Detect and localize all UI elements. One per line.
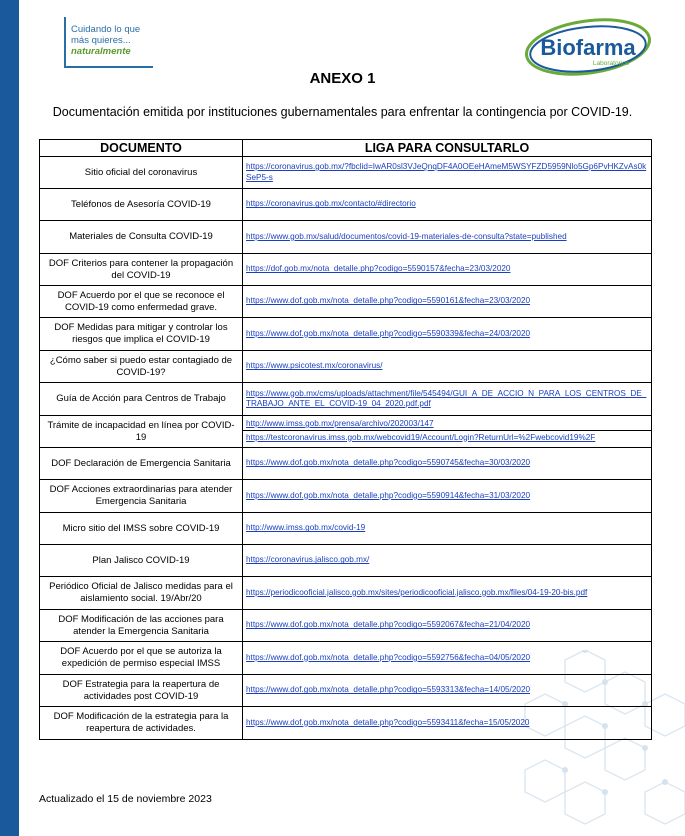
document-link[interactable]: https://www.dof.gob.mx/nota_detalle.php?codigo=5590914&fecha=31/03/2020 bbox=[246, 490, 531, 500]
document-link-cell bbox=[243, 351, 652, 383]
document-link-cell bbox=[243, 610, 652, 642]
document-link[interactable]: https://www.dof.gob.mx/nota_detalle.php?codigo=5590745&fecha=30/03/2020 bbox=[246, 458, 531, 468]
document-name: Teléfonos de Asesoría COVID-19 bbox=[40, 189, 243, 221]
document-link[interactable]: https://coronavirus.gob.mx/contacto/#directorio bbox=[246, 199, 416, 209]
table-row bbox=[40, 480, 652, 513]
document-link-cell bbox=[243, 157, 652, 189]
header-documento: DOCUMENTO bbox=[40, 140, 243, 157]
document-link[interactable]: http://www.imss.gob.mx/prensa/archivo/202003/147 bbox=[246, 419, 434, 428]
document-link-cell bbox=[243, 448, 652, 480]
document-name: ¿Cómo saber si puedo estar contagiado de COVID-19? bbox=[40, 351, 243, 383]
document-name: Micro sitio del IMSS sobre COVID-19 bbox=[40, 513, 243, 545]
document-link-cell bbox=[243, 577, 652, 610]
table-row bbox=[40, 254, 652, 286]
left-accent-bar bbox=[0, 0, 19, 836]
table-row bbox=[40, 577, 652, 610]
document-link-cell bbox=[243, 513, 652, 545]
documents-table bbox=[39, 139, 652, 740]
updated-date: Actualizado el 15 de noviembre 2023 bbox=[39, 793, 212, 805]
document-name: DOF Acciones extraordinarias para atender Emergencia Sanitaria bbox=[40, 480, 243, 513]
table-row bbox=[40, 351, 652, 383]
document-link[interactable]: https://coronavirus.jalisco.gob.mx/ bbox=[246, 555, 370, 565]
document-link[interactable]: https://www.dof.gob.mx/nota_detalle.php?codigo=5592067&fecha=21/04/2020 bbox=[246, 620, 531, 630]
table-row bbox=[40, 610, 652, 642]
table-row bbox=[40, 642, 652, 675]
document-link[interactable]: https://periodicooficial.jalisco.gob.mx/sites/periodicooficial.jalisco.gob.mx/files/04-19-20-bis.pdf bbox=[246, 587, 588, 597]
document-link[interactable]: https://testcoronavirus.imss.gob.mx/webcovid19/Account/Login?ReturnUrl=%2Fwebcovid19%2F bbox=[243, 430, 651, 445]
table-row bbox=[40, 545, 652, 577]
table-row bbox=[40, 513, 652, 545]
table-row bbox=[40, 286, 652, 318]
table-row bbox=[40, 189, 652, 221]
document-name: DOF Estrategia para la reapertura de actividades post COVID-19 bbox=[40, 675, 243, 707]
brand-sub: Laboratorios bbox=[592, 60, 630, 67]
document-link-cell bbox=[243, 254, 652, 286]
document-link-cell bbox=[243, 383, 652, 416]
document-link-cell bbox=[243, 221, 652, 254]
document-link[interactable]: https://www.dof.gob.mx/nota_detalle.php?codigo=5593313&fecha=14/05/2020 bbox=[246, 685, 531, 695]
table-row bbox=[40, 416, 652, 448]
table-row bbox=[40, 383, 652, 416]
document-name: Plan Jalisco COVID-19 bbox=[40, 545, 243, 577]
brand-name: Biofarma bbox=[540, 35, 636, 60]
tagline-line-2: más quieres... bbox=[71, 35, 131, 46]
tagline-line-1: Cuidando lo que bbox=[71, 24, 141, 35]
document-link-cell bbox=[243, 642, 652, 675]
document-name: Materiales de Consulta COVID-19 bbox=[40, 221, 243, 254]
document-name: DOF Modificación de las acciones para atender la Emergencia Sanitaria bbox=[40, 610, 243, 642]
document-name: DOF Modificación de la estrategia para la reapertura de actividades. bbox=[40, 707, 243, 740]
document-link-cell bbox=[243, 707, 652, 740]
document-name: Periódico Oficial de Jalisco medidas para el aislamiento social. 19/Abr/20 bbox=[40, 577, 243, 610]
tagline-logo bbox=[64, 17, 153, 68]
document-link[interactable]: https://www.gob.mx/salud/documentos/covid-19-materiales-de-consulta?state=published bbox=[246, 231, 567, 241]
document-link[interactable]: https://coronavirus.gob.mx/?fbclid=IwAR0sl3VJeQnqDF4A0OEeHAmeM5WSYFZD5959Nlo5Gp6PvHKZvAs0kSeP5-s bbox=[246, 162, 647, 182]
document-link-cell bbox=[243, 480, 652, 513]
document-link[interactable]: https://www.dof.gob.mx/nota_detalle.php?codigo=5590339&fecha=24/03/2020 bbox=[246, 328, 531, 338]
document-link[interactable]: https://dof.gob.mx/nota_detalle.php?codigo=5590157&fecha=23/03/2020 bbox=[246, 264, 511, 274]
page-subtitle: Documentación emitida por instituciones gubernamentales para enfrentar la contingencia por COVID-19. bbox=[52, 105, 633, 119]
document-link[interactable]: https://www.dof.gob.mx/nota_detalle.php?codigo=5593411&fecha=15/05/2020 bbox=[246, 717, 530, 727]
document-link[interactable]: https://www.psicotest.mx/coronavirus/ bbox=[246, 361, 383, 371]
document-name: DOF Acuerdo por el que se autoriza la expedición de permiso especial IMSS bbox=[40, 642, 243, 675]
document-name: Sitio oficial del coronavirus bbox=[40, 157, 243, 189]
document-link-cell bbox=[243, 189, 652, 221]
document-link-cell bbox=[243, 675, 652, 707]
document-link-cell bbox=[243, 416, 652, 448]
table-row bbox=[40, 448, 652, 480]
document-name: Guía de Acción para Centros de Trabajo bbox=[40, 383, 243, 416]
document-name: DOF Acuerdo por el que se reconoce el COVID-19 como enfermedad grave. bbox=[40, 286, 243, 318]
document-link[interactable]: https://www.dof.gob.mx/nota_detalle.php?codigo=5592756&fecha=04/05/2020 bbox=[246, 652, 531, 662]
document-link[interactable]: https://www.gob.mx/cms/uploads/attachment/file/545494/GUI_A_DE_ACCIO_N_PARA_LOS_CENTROS_DE_TRABAJO_ANTE_EL_COVID-19_04_2020.pdf.pdf bbox=[246, 388, 647, 408]
table-row bbox=[40, 318, 652, 351]
tagline-line-3: naturalmente bbox=[71, 46, 131, 57]
document-name: DOF Medidas para mitigar y controlar los riesgos que implica el COVID-19 bbox=[40, 318, 243, 351]
document-link[interactable]: http://www.imss.gob.mx/covid-19 bbox=[246, 523, 366, 533]
document-link-cell bbox=[243, 318, 652, 351]
document-name: DOF Declaración de Emergencia Sanitaria bbox=[40, 448, 243, 480]
table-header-row bbox=[40, 140, 652, 157]
document-link[interactable]: https://www.dof.gob.mx/nota_detalle.php?codigo=5590161&fecha=23/03/2020 bbox=[246, 296, 531, 306]
table-row bbox=[40, 707, 652, 740]
document-name: Trámite de incapacidad en línea por COVID-19 bbox=[40, 416, 243, 448]
table-row bbox=[40, 157, 652, 189]
header-liga: LIGA PARA CONSULTARLO bbox=[243, 140, 652, 157]
page-title: ANEXO 1 bbox=[309, 70, 376, 87]
table-row bbox=[40, 675, 652, 707]
document-link-cell bbox=[243, 545, 652, 577]
document-link-cell bbox=[243, 286, 652, 318]
table-row bbox=[40, 221, 652, 254]
document-name: DOF Criterios para contener la propagación del COVID-19 bbox=[40, 254, 243, 286]
